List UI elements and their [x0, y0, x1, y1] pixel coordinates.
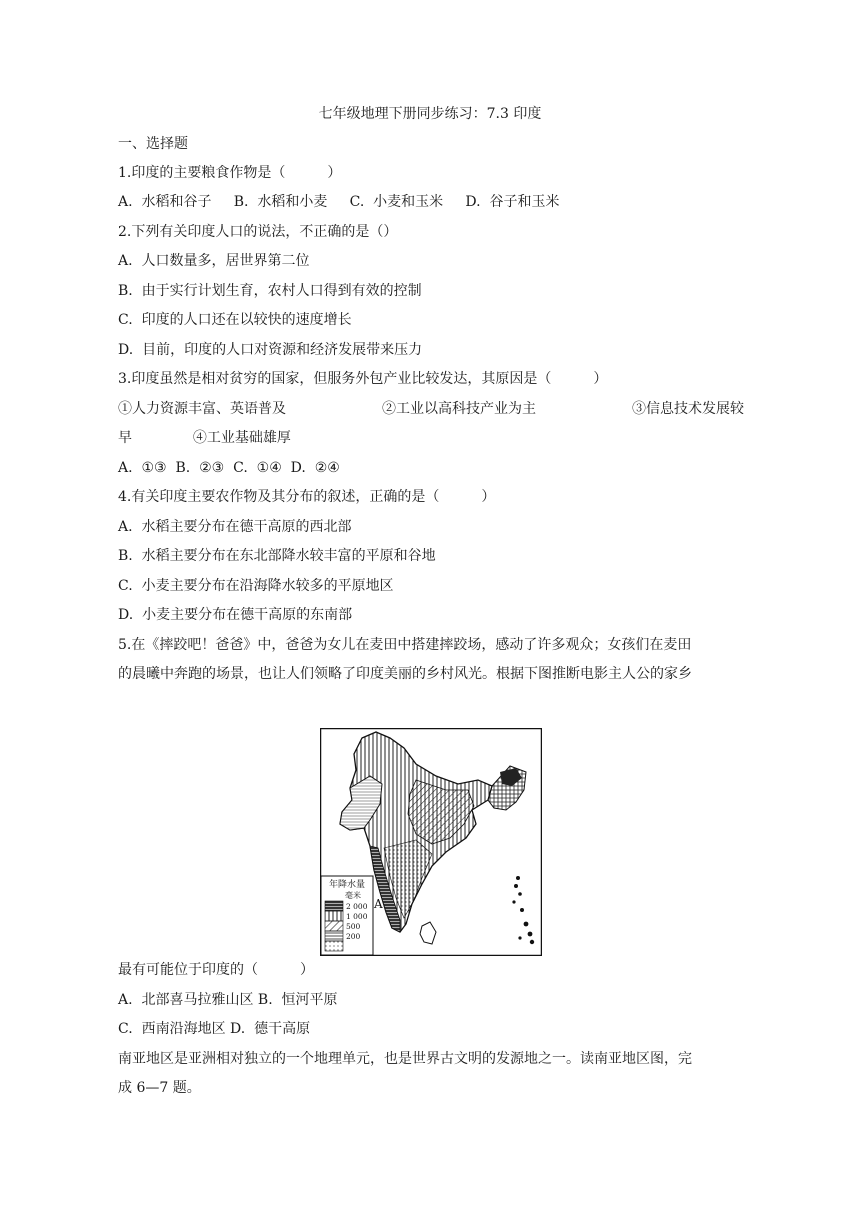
document-title: 七年级地理下册同步练习：7.3 印度 — [318, 106, 542, 122]
question-3-items-row — [118, 399, 744, 419]
question-4-option-c: C. 小麦主要分布在沿海降水较多的平原地区 — [118, 578, 394, 594]
question-5-stem-line-1: 5.在《摔跤吧！爸爸》中，爸爸为女儿在麦田中搭建摔跤场，感动了许多观众；女孩们在麦田 — [118, 637, 692, 653]
question-4-option-d: D. 小麦主要分布在德干高原的东南部 — [118, 607, 353, 623]
section-heading: 一、选择题 — [118, 136, 188, 152]
question-5-options-cd: C. 西南沿海地区 D. 德干高原 — [118, 1021, 311, 1037]
question-3-item-2: ②工业以高科技产业为主 — [382, 401, 536, 417]
precipitation-legend — [321, 876, 373, 955]
question-2-option-b: B. 由于实行计划生育，农村人口得到有效的控制 — [118, 283, 422, 299]
question-2-stem: 2.下列有关印度人口的说法，不正确的是（） — [118, 224, 398, 240]
legend-value-2000: 2 000 — [346, 902, 368, 911]
question-2-option-a: A. 人口数量多，居世界第二位 — [118, 253, 310, 269]
question-4-option-a: A. 水稻主要分布在德干高原的西北部 — [118, 519, 352, 535]
question-3-options: A. ①③ B. ②③ C. ①④ D. ②④ — [118, 460, 340, 476]
question-5-options-ab: A. 北部喜马拉雅山区 B. 恒河平原 — [118, 992, 338, 1008]
question-4-stem: 4.有关印度主要农作物及其分布的叙述，正确的是（ ） — [118, 489, 496, 505]
legend-unit: 毫米 — [345, 891, 361, 900]
legend-value-500: 500 — [346, 922, 361, 931]
india-precipitation-map — [320, 728, 542, 956]
intro-q6-7-line-2: 成 6—7 题。 — [118, 1080, 201, 1096]
question-2-option-d: D. 目前，印度的人口对资源和经济发展带来压力 — [118, 342, 423, 358]
question-5-stem-line-3: 最有可能位于印度的（ ） — [118, 962, 314, 978]
map-point-label: A — [374, 897, 383, 911]
intro-q6-7-line-1: 南亚地区是亚洲相对独立的一个地理单元，也是世界古文明的发源地之一。读南亚地区图，完 — [118, 1051, 692, 1067]
legend-title: 年降水量 — [328, 880, 366, 890]
legend-value-200: 200 — [346, 932, 361, 941]
legend-value-1000: 1 000 — [346, 912, 368, 921]
question-3-stem: 3.印度虽然是相对贫穷的国家，但服务外包产业比较发达，其原因是（ ） — [118, 371, 608, 387]
question-5-stem-line-2: 的晨曦中奔跑的场景，也让人们领略了印度美丽的乡村风光。根据下图推断电影主人公的家乡 — [118, 666, 692, 682]
question-2-option-c: C. 印度的人口还在以较快的速度增长 — [118, 312, 352, 328]
question-3-item-3-cont: 早 — [118, 430, 132, 446]
question-3-item-3: ③信息技术发展较 — [632, 401, 744, 417]
question-1-stem: 1.印度的主要粮食作物是（ ） — [118, 165, 342, 181]
question-1-options: A. 水稻和谷子 B. 水稻和小麦 C. 小麦和玉米 D. 谷子和玉米 — [118, 194, 560, 210]
question-3-item-1: ①人力资源丰富、英语普及 — [118, 401, 286, 417]
question-4-option-b: B. 水稻主要分布在东北部降水较丰富的平原和谷地 — [118, 548, 436, 564]
question-3-item-4: ④工业基础雄厚 — [192, 430, 291, 446]
question-3-items-row-2 — [118, 428, 744, 448]
